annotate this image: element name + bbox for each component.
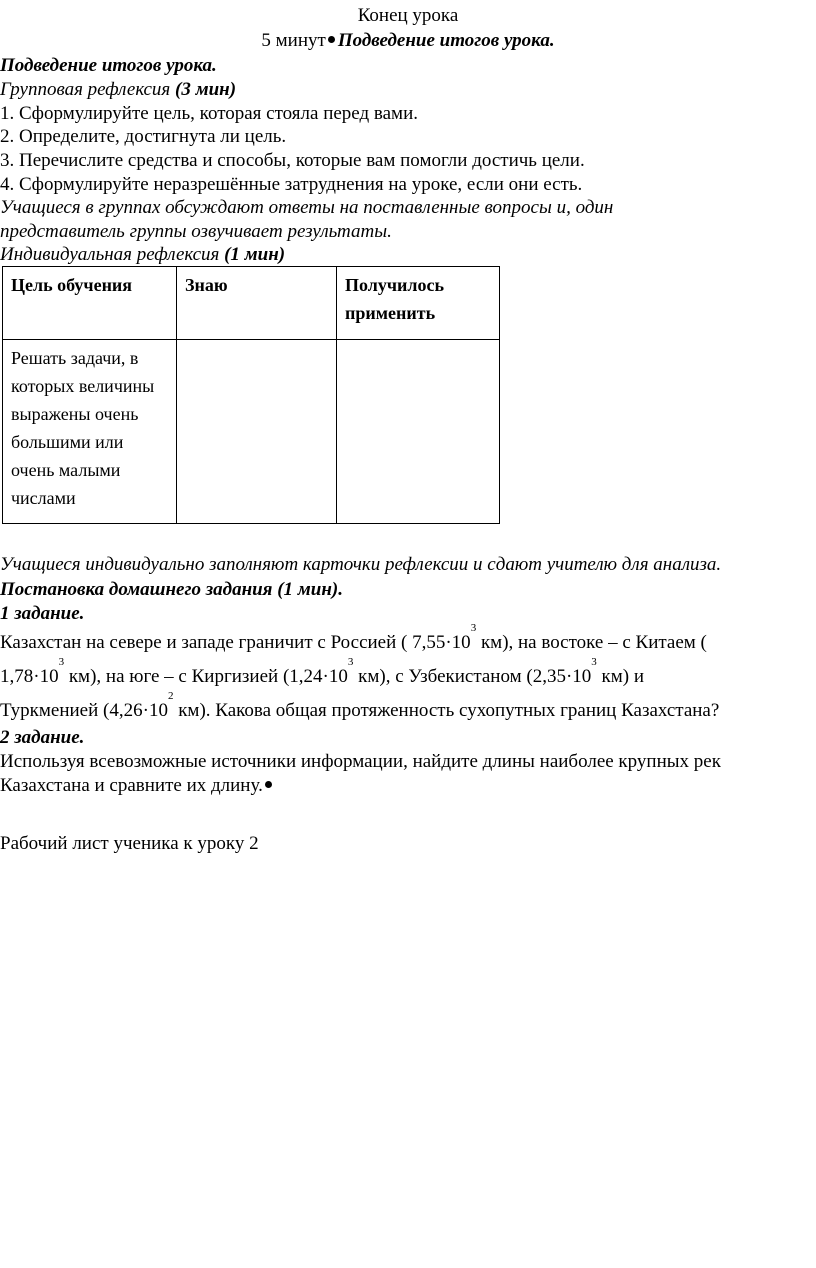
task1-text: км), на востоке – с Китаем (	[480, 632, 707, 653]
task1-text: Туркменией (	[0, 700, 110, 721]
step-item: 4. Сформулируйте неразрешённые затруднения на уроке, если они есть.	[0, 174, 583, 195]
reflection-table	[2, 266, 500, 524]
header-applied: Получилось применить	[337, 267, 500, 340]
individual-time: (1 мин)	[224, 244, 286, 265]
formula-china: $1,78\cdot 10^3$	[0, 656, 65, 687]
task1-line	[0, 690, 720, 723]
formula-kyrgyzstan: $1,24\cdot 10^3$	[289, 656, 354, 687]
worksheet-title: Рабочий лист ученика к уроку 2	[0, 833, 259, 854]
step-item: 3. Перечислите средства и способы, которые вам помогли достичь цели.	[0, 150, 585, 171]
time-line	[0, 28, 816, 53]
step-item: 1. Сформулируйте цель, которая стояла перед вами.	[0, 103, 418, 124]
task2-line: Используя всевозможные источники информации, найдите длины наиболее крупных рек	[0, 751, 721, 772]
lesson-end-title	[0, 3, 816, 28]
group-note-line: Учащиеся в группах обсуждают ответы на поставленные вопросы и, один	[0, 197, 614, 218]
task1-line	[0, 656, 645, 689]
header-know: Знаю	[177, 267, 337, 340]
goal-cell: Решать задачи, в которых величины выражены очень большими или очень малыми числами	[3, 340, 177, 524]
know-cell[interactable]	[177, 340, 337, 524]
task2-text: Казахстана и сравните их длину.	[0, 775, 263, 796]
task1-text: Казахстан на севере и западе граничит с Россией (	[0, 632, 408, 653]
individual-label: Индивидуальная рефлексия	[0, 244, 220, 265]
homework-heading: Постановка домашнего задания (1 мин).	[0, 579, 344, 600]
task2-heading: 2 задание.	[0, 727, 85, 748]
summary-heading: Подведение итогов урока.	[0, 55, 217, 76]
table-row	[3, 340, 500, 524]
task1-heading: 1 задание.	[0, 603, 85, 624]
task1-text: км), на юге – с Киргизией (	[68, 666, 290, 687]
group-label: Групповая рефлексия	[0, 79, 171, 100]
formula-turkmenistan: $4,26\cdot 10^2$	[109, 690, 174, 721]
group-time: (3 мин)	[175, 79, 237, 100]
step-item: 2. Определите, достигнута ли цель.	[0, 126, 287, 147]
time-note: Подведение итогов урока.	[337, 30, 555, 51]
bullet-icon	[265, 781, 272, 788]
time-text: 5 минут	[261, 30, 326, 51]
bullet-icon	[328, 36, 335, 43]
task2-line	[0, 773, 275, 798]
task1-text: км), с Узбекистаном (	[358, 666, 533, 687]
task1-line	[0, 622, 707, 655]
header-goal: Цель обучения	[3, 267, 177, 340]
task1-text: км) и	[601, 666, 645, 687]
task1-text: км). Какова общая протяженность сухопутных границ Казахстана?	[178, 700, 720, 721]
formula-russia: $7,55\cdot 10^3$	[412, 622, 477, 653]
group-reflection-label	[0, 77, 236, 102]
individual-note: Учащиеся индивидуально заполняют карточки рефлексии и сдают учителю для анализа.	[0, 554, 722, 575]
title-text: Конец урока	[357, 5, 459, 26]
applied-cell[interactable]	[337, 340, 500, 524]
table-header-row	[3, 267, 500, 340]
group-note-line: представитель группы озвучивает результаты.	[0, 221, 392, 242]
individual-reflection-label	[0, 242, 285, 267]
formula-uzbekistan: $2,35\cdot 10^3$	[532, 656, 597, 687]
